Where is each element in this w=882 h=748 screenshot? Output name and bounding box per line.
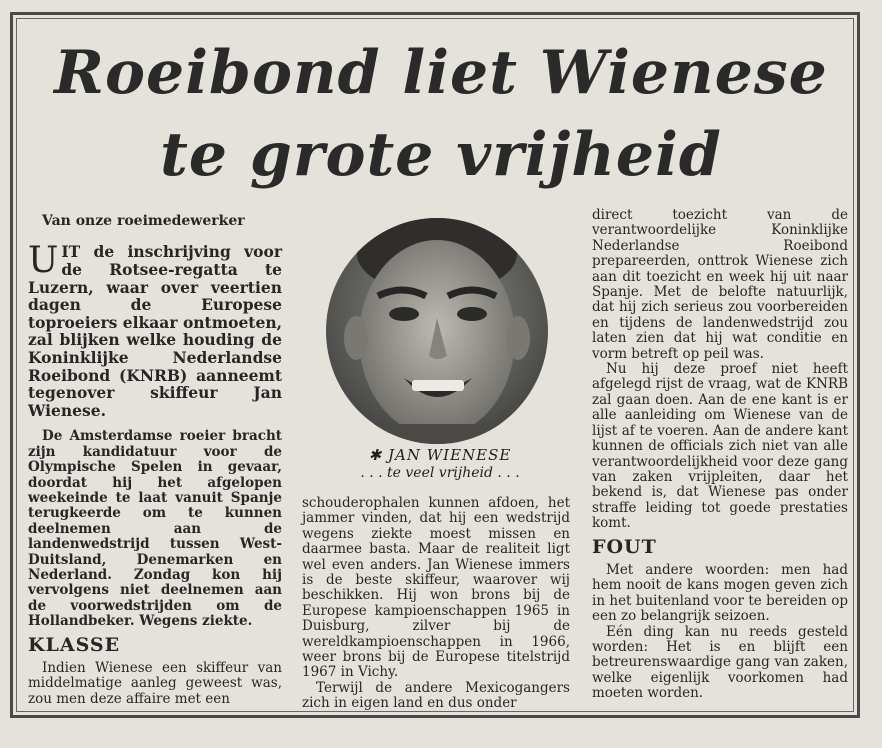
column-1: [28, 214, 282, 707]
portrait-photo: [326, 218, 548, 444]
col1-paragraph-2: Indien Wienese een skiffeur van middelmatige aanleg geweest was, zou men deze affaire met een: [28, 660, 282, 707]
lead-text: IT de inschrijving voor de Rotsee-regatta te Luzern, waar over veertien dagen de Europese toproeiers elkaar ontmoeten, zal blijken welke houding de Koninklijke Nederlandse Roeibond (KNRB) aanneemt tegenover skiffeur Jan Wienese.: [28, 242, 282, 420]
col2-paragraph-2: Terwijl de andere Mexicogangers zich in eigen land en dus onder: [302, 679, 570, 712]
col3-paragraph-1: direct toezicht van de verantwoordelijke Koninklijke Nederlandse Roeibond prepareerden, onttrok Wienese zich aan dit toezicht en week hij uit naar Spanje. Met de belofte natuurlijk, dat hij zich serieus zou voorbereiden en tijdens de landenwedstrijd zou laten zien dat hij wat conditie en vorm betreft op peil was.: [592, 207, 848, 362]
photo-caption-subtitle: . . . te veel vrijheid . . .: [360, 465, 520, 481]
star-icon: ✱: [368, 446, 383, 464]
column-3: [592, 208, 848, 702]
headline-line-1: Roeibond liet Wienese: [54, 38, 828, 108]
photo-caption-name: ✱ JAN WIENESE: [368, 446, 512, 464]
byline: Van onze roeimedewerker: [42, 213, 245, 229]
col1-paragraph-1: De Amsterdamse roeier bracht zijn kandidatuur voor de Olympische Spelen in gevaar, doordat hij het afgelopen weekeinde te laat vanuit Spanje terugkeerde om te kunnen deelnemen aan de landenwedstrijd tussen West-Duitsland, Denemarken en Nederland. Zondag kon hij vervolgens niet deelnemen aan de voorwedstrijden om de Hollandbeker. Wegens ziekte.: [28, 428, 282, 630]
column-2: [302, 496, 570, 712]
portrait-illustration: [326, 218, 548, 444]
col2-paragraph-1: schouderophalen kunnen afdoen, het jammer vinden, dat hij een wedstrijd wegens ziekte moest missen en daarmee basta. Maar de realiteit ligt wel even anders. Jan Wienese immers is de beste skiffeur, waarover wij beschikken. Hij won brons bij de Europese kampioenschappen 1965 in Duisburg, zilver bij de wereldkampioenschappen in 1966, weer brons bij de Europese titelstrijd 1967 in Vichy.: [302, 495, 570, 681]
lead-paragraph: [28, 240, 282, 420]
subhead-fout: FOUT: [592, 535, 657, 558]
col3-paragraph-2: Nu hij deze proef niet heeft afgelegd rijst de vraag, wat de KNRB zal gaan doen. Aan de ene kant is er alle aanleiding om Wienese van de lijst af te voeren. Aan de andere kant kunnen de officials zich niet van alle verantwoordelijkheid voor deze gang van zaken vrijpleiten, daar het bekend is, dat Wienese pas onder straffe leiding tot goede prestaties komt.: [592, 361, 848, 532]
subhead-klasse: KLASSE: [28, 633, 121, 656]
col3-paragraph-3: Met andere woorden: men had hem nooit de kans mogen geven zich in het buitenland voor te bereiden op een zo belangrijk seizoen.: [592, 561, 848, 625]
drop-cap: U: [28, 240, 59, 282]
col3-paragraph-4: Eén ding kan nu reeds gesteld worden: Het is en blijft een betreurenswaardige gang van zaken, welke eigenlijk voorkomen had moeten worden.: [592, 623, 848, 702]
headline-line-2: te grote vrijheid: [160, 120, 722, 190]
